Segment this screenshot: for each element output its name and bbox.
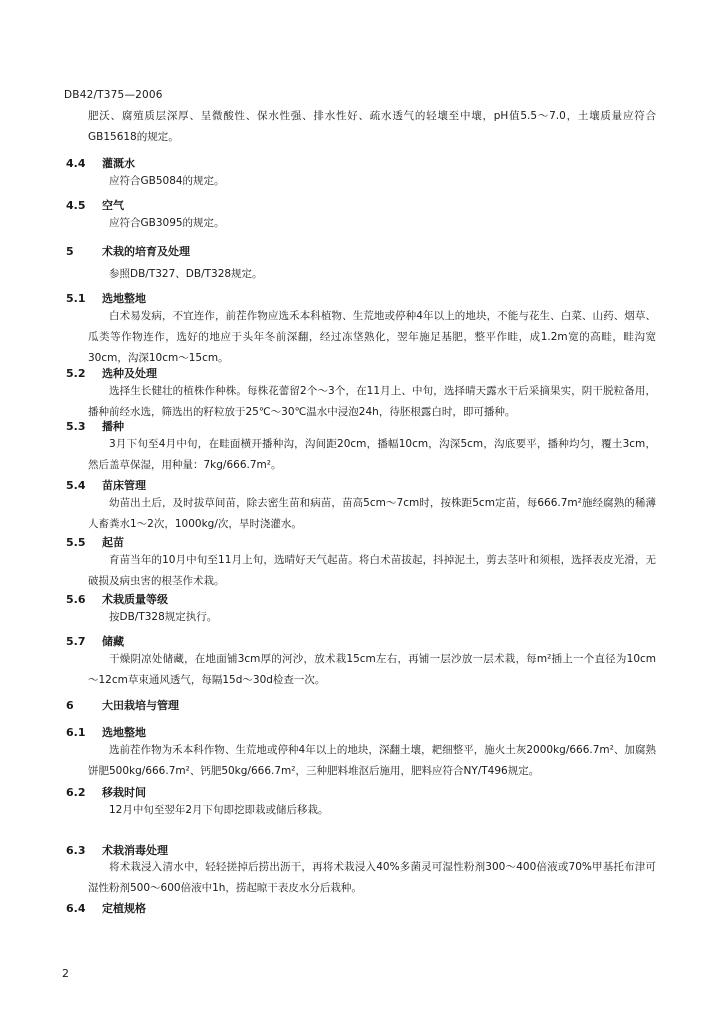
section-number: 6.1 bbox=[66, 726, 86, 739]
section-heading bbox=[66, 243, 190, 259]
section-heading bbox=[66, 534, 124, 550]
body-paragraph: 肥沃、腐殖质层深厚、呈微酸性、保水性强、排水性好、疏水透气的轻壤至中壤，pH值5.5～7.0，土壤质量应符合GB15618的规定。 bbox=[88, 110, 656, 143]
section-title: 术栽的培育及处理 bbox=[102, 245, 190, 258]
body-paragraph: 白术易发病，不宜连作，前茬作物应选禾本科植物、生荒地或停种4年以上的地块，不能与花生、白菜、山药、烟草、瓜类等作物连作，选好的地应于头年冬前深翻，经过冻垡熟化，翌年施足基肥，整平作畦，成1.2m宽的高畦，畦沟宽30cm，沟深10cm～15cm。 bbox=[88, 310, 656, 364]
section-number: 6.3 bbox=[66, 844, 86, 857]
body-paragraph: 干燥阴凉处储藏，在地面铺3cm厚的河沙，放术栽15cm左右，再铺一层沙放一层术栽，每m²插上一个直径为10cm～12cm草束通风透气，每隔15d～30d检查一次。 bbox=[88, 653, 656, 686]
section-heading bbox=[66, 365, 157, 381]
section-number: 5.4 bbox=[66, 479, 86, 492]
section-number: 5.3 bbox=[66, 420, 86, 433]
section-heading bbox=[66, 900, 146, 916]
section-heading bbox=[66, 633, 124, 649]
body-paragraph: 将术栽浸入清水中，轻轻搓掉后捞出沥干，再将术栽浸入40%多菌灵可湿性粉剂300～400倍液或70%甲基托布津可湿性粉剂500～600倍液中1h，捞起晾干表皮水分后栽种。 bbox=[88, 861, 656, 894]
section-title: 播种 bbox=[102, 420, 124, 433]
body-paragraph: 应符合GB3095的规定。 bbox=[109, 217, 225, 229]
body-paragraph: 按DB/T328规定执行。 bbox=[109, 611, 218, 623]
body-paragraph: 选择生长健壮的植株作种株。每株花蕾留2个～3个，在11月上、中旬，选择晴天露水干后采摘果实，阴干脱粒备用，播种前经水选，筛选出的籽粒放于25℃～30℃温水中浸泡24h，待胚根露白时，即可播种。 bbox=[88, 385, 656, 418]
section-heading bbox=[66, 784, 146, 800]
section-title: 选地整地 bbox=[102, 726, 146, 739]
section-number: 5 bbox=[66, 245, 74, 258]
section-title: 起苗 bbox=[102, 536, 124, 549]
section-title: 定植规格 bbox=[102, 902, 146, 915]
section-title: 大田栽培与管理 bbox=[102, 699, 179, 712]
body-paragraph: 育苗当年的10月中旬至11月上旬，选晴好天气起苗。将白术苗拔起，抖掉泥土，剪去茎叶和须根，选择表皮光滑，无破损及病虫害的根茎作术栽。 bbox=[88, 554, 656, 587]
section-number: 6.4 bbox=[66, 902, 86, 915]
section-heading bbox=[66, 418, 124, 434]
section-number: 5.6 bbox=[66, 593, 86, 606]
body-paragraph: 应符合GB5084的规定。 bbox=[109, 175, 225, 187]
body-paragraph: 选前茬作物为禾本科作物、生荒地或停种4年以上的地块，深翻土壤，耙细整平，施火土灰2000kg/666.7m²、加腐熟饼肥500kg/666.7m²、钙肥50kg/666.7m²，三种肥料堆沤后施用，肥料应符合NY/T496规定。 bbox=[88, 744, 656, 777]
page-number: 2 bbox=[62, 967, 69, 980]
section-heading bbox=[66, 724, 146, 740]
section-heading bbox=[66, 842, 168, 858]
section-heading bbox=[66, 697, 179, 713]
section-title: 苗床管理 bbox=[102, 479, 146, 492]
section-title: 选地整地 bbox=[102, 292, 146, 305]
section-heading bbox=[66, 477, 146, 493]
section-heading bbox=[66, 197, 124, 213]
section-title: 术栽质量等级 bbox=[102, 593, 168, 606]
body-paragraph: 12月中旬至翌年2月下旬即挖即栽或储后移栽。 bbox=[109, 804, 329, 816]
section-title: 储藏 bbox=[102, 635, 124, 648]
section-title: 选种及处理 bbox=[102, 367, 157, 380]
section-number: 5.5 bbox=[66, 536, 86, 549]
section-number: 5.7 bbox=[66, 635, 86, 648]
section-number: 4.5 bbox=[66, 199, 86, 212]
section-number: 5.1 bbox=[66, 292, 86, 305]
section-number: 6.2 bbox=[66, 786, 86, 799]
body-paragraph: 参照DB/T327、DB/T328规定。 bbox=[109, 268, 263, 280]
section-number: 4.4 bbox=[66, 157, 86, 170]
section-number: 5.2 bbox=[66, 367, 86, 380]
section-title: 灌溉水 bbox=[102, 157, 135, 170]
section-heading bbox=[66, 591, 168, 607]
section-heading bbox=[66, 290, 146, 306]
section-title: 移栽时间 bbox=[102, 786, 146, 799]
section-heading bbox=[66, 155, 135, 171]
body-paragraph: 3月下旬至4月中旬，在畦面横开播种沟，沟间距20cm，播幅10cm，沟深5cm，沟底要平，播种均匀，覆土3cm，然后盖草保湿，用种量：7kg/666.7m²。 bbox=[88, 438, 656, 471]
section-title: 空气 bbox=[102, 199, 124, 212]
standard-code: DB42/T375—2006 bbox=[64, 89, 163, 101]
body-paragraph: 幼苗出土后，及时拔草间苗，除去密生苗和病苗，苗高5cm～7cm时，按株距5cm定苗，每666.7m²施经腐熟的稀薄人畜粪水1～2次，1000kg/次，旱时浇灌水。 bbox=[88, 497, 656, 530]
section-number: 6 bbox=[66, 699, 74, 712]
section-title: 术栽消毒处理 bbox=[102, 844, 168, 857]
